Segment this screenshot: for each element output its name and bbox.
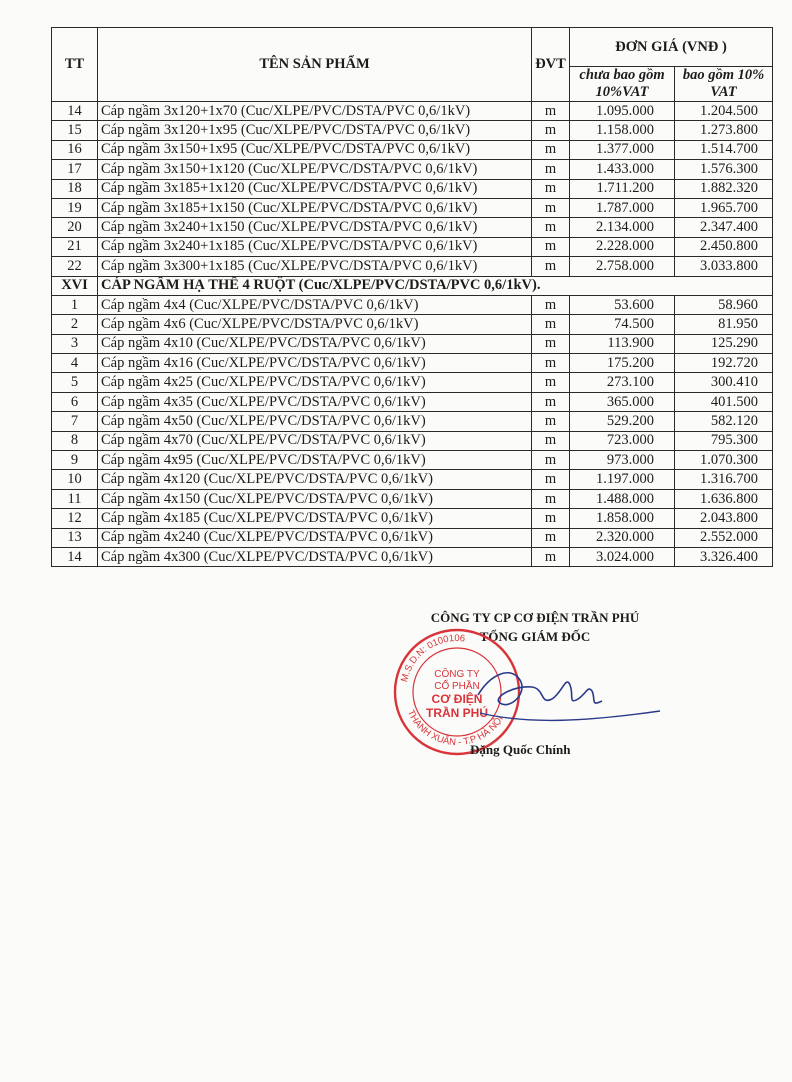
table-row xyxy=(52,198,773,217)
row-number: 7 xyxy=(52,412,98,431)
header-unit-price: ĐƠN GIÁ (VNĐ ) xyxy=(570,28,773,67)
stamp-line-4: TRẦN PHÚ xyxy=(426,706,488,720)
table-row xyxy=(52,334,773,353)
price-incl-vat: 1.965.700 xyxy=(675,198,773,217)
unit: m xyxy=(532,489,570,508)
row-number: 6 xyxy=(52,392,98,411)
row-number: 1 xyxy=(52,295,98,314)
product-name: Cáp ngầm 4x10 (Cuc/XLPE/PVC/DSTA/PVC 0,6/1kV) xyxy=(98,334,532,353)
stamp-line-3: CƠ ĐIỆN xyxy=(431,692,483,706)
product-name: Cáp ngầm 3x120+1x70 (Cuc/XLPE/PVC/DSTA/PVC 0,6/1kV) xyxy=(98,102,532,121)
price-excl-vat: 273.100 xyxy=(570,373,675,392)
price-incl-vat: 125.290 xyxy=(675,334,773,353)
row-number: 18 xyxy=(52,179,98,198)
product-name: Cáp ngầm 4x150 (Cuc/XLPE/PVC/DSTA/PVC 0,6/1kV) xyxy=(98,489,532,508)
price-excl-vat: 2.758.000 xyxy=(570,257,675,276)
product-name: Cáp ngầm 4x120 (Cuc/XLPE/PVC/DSTA/PVC 0,6/1kV) xyxy=(98,470,532,489)
table-row xyxy=(52,140,773,159)
unit: m xyxy=(532,451,570,470)
price-excl-vat: 2.228.000 xyxy=(570,237,675,256)
product-name: Cáp ngầm 4x240 (Cuc/XLPE/PVC/DSTA/PVC 0,6/1kV) xyxy=(98,528,532,547)
section-row xyxy=(52,276,773,295)
product-name: Cáp ngầm 4x50 (Cuc/XLPE/PVC/DSTA/PVC 0,6/1kV) xyxy=(98,412,532,431)
price-incl-vat: 1.204.500 xyxy=(675,102,773,121)
header-unit: ĐVT xyxy=(532,28,570,102)
price-incl-vat: 1.273.800 xyxy=(675,121,773,140)
price-incl-vat: 3.033.800 xyxy=(675,257,773,276)
table-row xyxy=(52,102,773,121)
row-number: 16 xyxy=(52,140,98,159)
unit: m xyxy=(532,160,570,179)
product-name: Cáp ngầm 3x185+1x120 (Cuc/XLPE/PVC/DSTA/PVC 0,6/1kV) xyxy=(98,179,532,198)
row-number: 22 xyxy=(52,257,98,276)
price-excl-vat: 1.377.000 xyxy=(570,140,675,159)
price-excl-vat: 1.433.000 xyxy=(570,160,675,179)
row-number: 15 xyxy=(52,121,98,140)
price-excl-vat: 2.320.000 xyxy=(570,528,675,547)
product-name: Cáp ngầm 3x240+1x185 (Cuc/XLPE/PVC/DSTA/PVC 0,6/1kV) xyxy=(98,237,532,256)
section-xvi xyxy=(52,276,773,295)
unit: m xyxy=(532,412,570,431)
product-name: Cáp ngầm 4x6 (Cuc/XLPE/PVC/DSTA/PVC 0,6/1kV) xyxy=(98,315,532,334)
unit: m xyxy=(532,295,570,314)
table-row xyxy=(52,354,773,373)
row-number: 11 xyxy=(52,489,98,508)
price-incl-vat: 1.636.800 xyxy=(675,489,773,508)
row-number: 14 xyxy=(52,547,98,566)
price-excl-vat: 3.024.000 xyxy=(570,547,675,566)
price-excl-vat: 1.858.000 xyxy=(570,509,675,528)
table-row xyxy=(52,509,773,528)
price-incl-vat: 401.500 xyxy=(675,392,773,411)
table-row xyxy=(52,179,773,198)
row-number: 10 xyxy=(52,470,98,489)
handwritten-signature xyxy=(470,655,670,745)
price-incl-vat: 1.316.700 xyxy=(675,470,773,489)
price-incl-vat: 1.070.300 xyxy=(675,451,773,470)
unit: m xyxy=(532,140,570,159)
price-excl-vat: 1.711.200 xyxy=(570,179,675,198)
table-row xyxy=(52,528,773,547)
header-product-name: TÊN SẢN PHẨM xyxy=(98,28,532,102)
unit: m xyxy=(532,257,570,276)
unit: m xyxy=(532,431,570,450)
product-name: Cáp ngầm 3x120+1x95 (Cuc/XLPE/PVC/DSTA/PVC 0,6/1kV) xyxy=(98,121,532,140)
row-number: 21 xyxy=(52,237,98,256)
table-row xyxy=(52,315,773,334)
row-number: 19 xyxy=(52,198,98,217)
table-row xyxy=(52,160,773,179)
price-incl-vat: 3.326.400 xyxy=(675,547,773,566)
row-number: 20 xyxy=(52,218,98,237)
table-row xyxy=(52,451,773,470)
product-name: Cáp ngầm 3x185+1x150 (Cuc/XLPE/PVC/DSTA/PVC 0,6/1kV) xyxy=(98,198,532,217)
price-excl-vat: 2.134.000 xyxy=(570,218,675,237)
row-number: 12 xyxy=(52,509,98,528)
table-row xyxy=(52,121,773,140)
table-row xyxy=(52,373,773,392)
unit: m xyxy=(532,509,570,528)
product-name: Cáp ngầm 3x240+1x150 (Cuc/XLPE/PVC/DSTA/PVC 0,6/1kV) xyxy=(98,218,532,237)
price-incl-vat: 1.576.300 xyxy=(675,160,773,179)
stamp-line-2: CỔ PHẦN xyxy=(434,681,480,692)
price-table xyxy=(51,27,773,567)
signer-name: Đặng Quốc Chính xyxy=(470,742,571,757)
row-number: 14 xyxy=(52,102,98,121)
product-name: Cáp ngầm 3x300+1x185 (Cuc/XLPE/PVC/DSTA/PVC 0,6/1kV) xyxy=(98,257,532,276)
table-row xyxy=(52,392,773,411)
price-incl-vat: 2.043.800 xyxy=(675,509,773,528)
table-row xyxy=(52,431,773,450)
unit: m xyxy=(532,354,570,373)
row-number: 13 xyxy=(52,528,98,547)
row-number: 17 xyxy=(52,160,98,179)
price-incl-vat: 192.720 xyxy=(675,354,773,373)
row-number: 8 xyxy=(52,431,98,450)
product-name: Cáp ngầm 4x16 (Cuc/XLPE/PVC/DSTA/PVC 0,6/1kV) xyxy=(98,354,532,373)
table-row xyxy=(52,218,773,237)
signer-position: TỔNG GIÁM ĐỐC xyxy=(479,629,591,644)
row-number: 4 xyxy=(52,354,98,373)
price-excl-vat: 1.197.000 xyxy=(570,470,675,489)
price-excl-vat: 1.787.000 xyxy=(570,198,675,217)
unit: m xyxy=(532,121,570,140)
unit: m xyxy=(532,334,570,353)
price-incl-vat: 2.552.000 xyxy=(675,528,773,547)
product-name: Cáp ngầm 4x300 (Cuc/XLPE/PVC/DSTA/PVC 0,6/1kV) xyxy=(98,547,532,566)
product-name: Cáp ngầm 4x25 (Cuc/XLPE/PVC/DSTA/PVC 0,6/1kV) xyxy=(98,373,532,392)
price-excl-vat: 973.000 xyxy=(570,451,675,470)
unit: m xyxy=(532,237,570,256)
header-price-incl-vat: bao gồm 10% VAT xyxy=(675,67,773,102)
table-row xyxy=(52,470,773,489)
unit: m xyxy=(532,373,570,392)
company-name: CÔNG TY CP CƠ ĐIỆN TRẦN PHÚ xyxy=(430,610,640,625)
unit: m xyxy=(532,179,570,198)
stamp-ring-bottom: THANH XUÂN - T.P HÀ NỘI xyxy=(404,708,506,749)
table-row xyxy=(52,547,773,566)
stamp-ring-top: M.S.D.N: 0100106 xyxy=(399,632,466,684)
unit: m xyxy=(532,470,570,489)
price-excl-vat: 1.488.000 xyxy=(570,489,675,508)
row-number: 3 xyxy=(52,334,98,353)
price-excl-vat: 175.200 xyxy=(570,354,675,373)
table-body-4-core xyxy=(52,295,773,566)
price-excl-vat: 113.900 xyxy=(570,334,675,353)
price-excl-vat: 365.000 xyxy=(570,392,675,411)
price-incl-vat: 582.120 xyxy=(675,412,773,431)
price-incl-vat: 81.950 xyxy=(675,315,773,334)
product-name: Cáp ngầm 4x185 (Cuc/XLPE/PVC/DSTA/PVC 0,6/1kV) xyxy=(98,509,532,528)
section-number: XVI xyxy=(52,276,98,295)
price-incl-vat: 1.882.320 xyxy=(675,179,773,198)
price-excl-vat: 1.158.000 xyxy=(570,121,675,140)
price-excl-vat: 723.000 xyxy=(570,431,675,450)
price-incl-vat: 300.410 xyxy=(675,373,773,392)
price-incl-vat: 2.347.400 xyxy=(675,218,773,237)
product-name: Cáp ngầm 4x95 (Cuc/XLPE/PVC/DSTA/PVC 0,6/1kV) xyxy=(98,451,532,470)
price-excl-vat: 1.095.000 xyxy=(570,102,675,121)
table-row xyxy=(52,257,773,276)
section-title: CÁP NGẦM HẠ THẾ 4 RUỘT (Cuc/XLPE/PVC/DSTA/PVC 0,6/1kV). xyxy=(98,276,773,295)
price-incl-vat: 1.514.700 xyxy=(675,140,773,159)
product-name: Cáp ngầm 4x70 (Cuc/XLPE/PVC/DSTA/PVC 0,6/1kV) xyxy=(98,431,532,450)
price-excl-vat: 53.600 xyxy=(570,295,675,314)
price-incl-vat: 58.960 xyxy=(675,295,773,314)
unit: m xyxy=(532,392,570,411)
unit: m xyxy=(532,528,570,547)
table-row xyxy=(52,489,773,508)
product-name: Cáp ngầm 3x150+1x120 (Cuc/XLPE/PVC/DSTA/PVC 0,6/1kV) xyxy=(98,160,532,179)
product-name: Cáp ngầm 4x35 (Cuc/XLPE/PVC/DSTA/PVC 0,6/1kV) xyxy=(98,392,532,411)
unit: m xyxy=(532,218,570,237)
table-row xyxy=(52,295,773,314)
price-excl-vat: 529.200 xyxy=(570,412,675,431)
header-price-excl-vat: chưa bao gồm 10%VAT xyxy=(570,67,675,102)
stamp-line-1: CÔNG TY xyxy=(434,669,480,680)
table-body-3-core xyxy=(52,102,773,277)
unit: m xyxy=(532,547,570,566)
table-row xyxy=(52,237,773,256)
row-number: 2 xyxy=(52,315,98,334)
table-row xyxy=(52,412,773,431)
product-name: Cáp ngầm 3x150+1x95 (Cuc/XLPE/PVC/DSTA/PVC 0,6/1kV) xyxy=(98,140,532,159)
price-incl-vat: 2.450.800 xyxy=(675,237,773,256)
unit: m xyxy=(532,198,570,217)
row-number: 9 xyxy=(52,451,98,470)
unit: m xyxy=(532,102,570,121)
price-excl-vat: 74.500 xyxy=(570,315,675,334)
price-incl-vat: 795.300 xyxy=(675,431,773,450)
product-name: Cáp ngầm 4x4 (Cuc/XLPE/PVC/DSTA/PVC 0,6/1kV) xyxy=(98,295,532,314)
unit: m xyxy=(532,315,570,334)
header-tt: TT xyxy=(52,28,98,102)
row-number: 5 xyxy=(52,373,98,392)
